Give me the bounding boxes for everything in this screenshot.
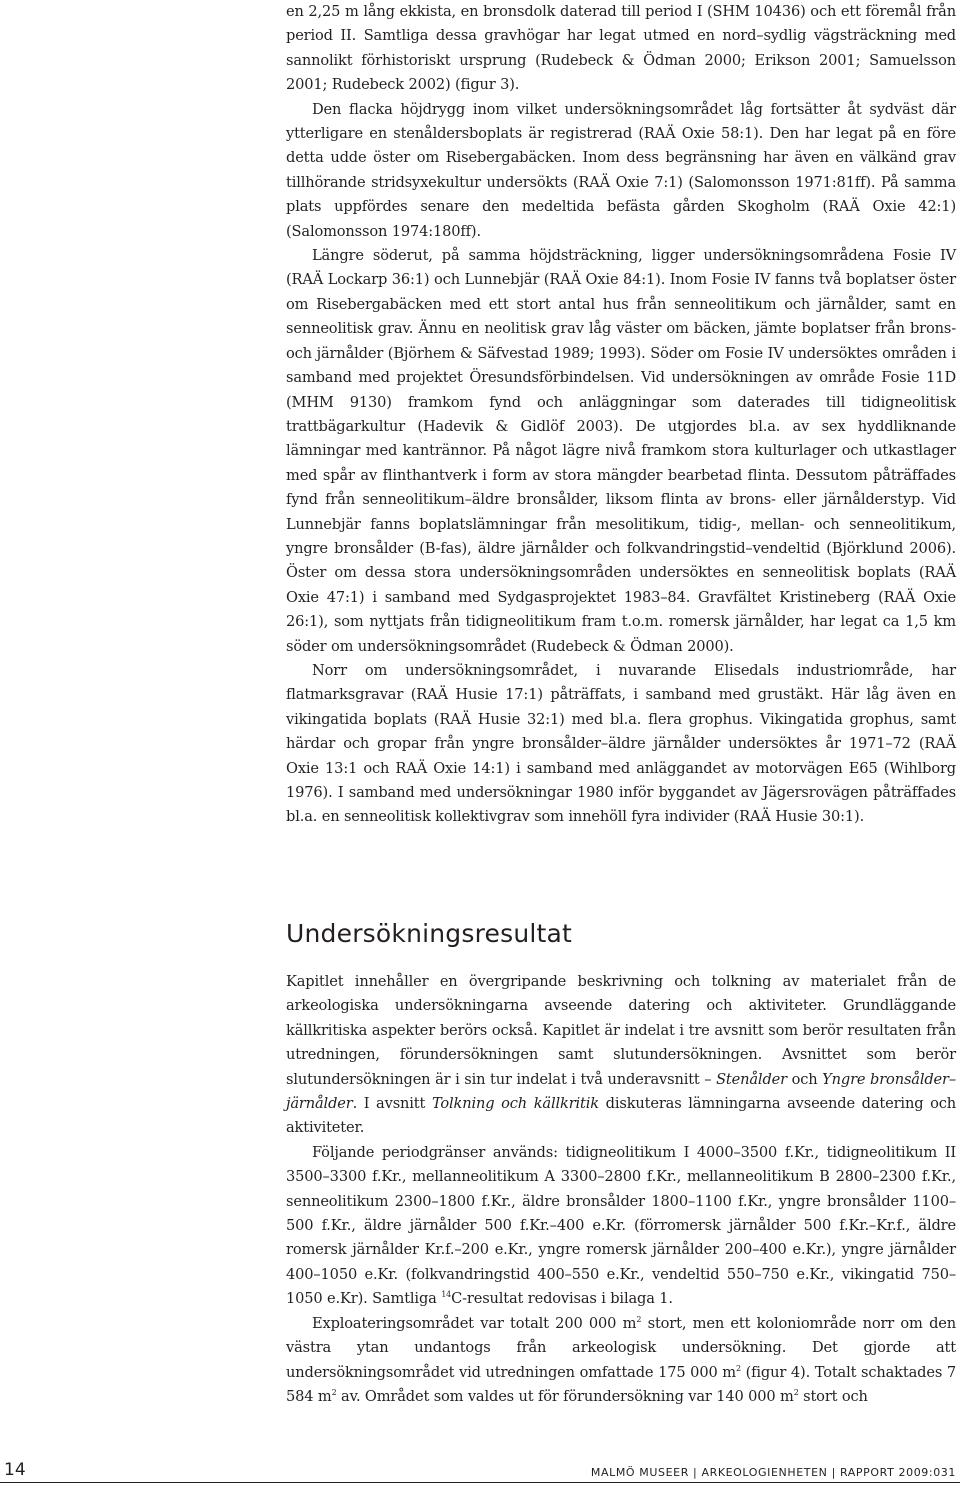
running-footer: MALMÖ MUSEER | ARKEOLOGIENHETEN | RAPPORT 2009:031 bbox=[590, 1466, 956, 1479]
superscript: 2 bbox=[636, 1314, 642, 1324]
footer-divider bbox=[0, 1482, 960, 1483]
section-heading: Undersökningsresultat bbox=[286, 919, 573, 948]
text-run: Exploateringsområdet var totalt 200 000 m bbox=[312, 1314, 637, 1332]
text-run: stort och bbox=[798, 1387, 868, 1405]
italic-term: Stenålder bbox=[716, 1070, 787, 1088]
text-run: (figur 4). Totalt schaktades 7 584 m bbox=[286, 1363, 956, 1405]
superscript: 2 bbox=[735, 1363, 741, 1373]
text-run: stort, men ett koloniområde norr om den västra ytan undantogs från arkeologisk undersökning. Det gjorde att undersökningsområdet vid utredningen omfattade 175 000 m bbox=[286, 1314, 956, 1381]
paragraph: en 2,25 m lång ekkista, en bronsdolk daterad till period I (SHM 10436) och ett föremål från period II. Samtliga dessa gravhögar har legat utmed en nord–sydlig vägsträckning med sannolikt förhistoriskt ursprung (Rudebeck & Ödman 2000; Erikson 2001; Samuelsson 2001; Rudebeck 2002) (figur 3). bbox=[286, 3, 956, 94]
text-run: . I avsnitt bbox=[352, 1095, 432, 1113]
superscript: 2 bbox=[793, 1387, 799, 1397]
text-run: Kapitlet innehåller en övergripande beskrivning och tolkning av materialet från de arkeologiska undersökningarna avseende datering och aktiviteter. Grundläggande källkritiska aspekter berörs också. Kapitlet är indelat i tre avsnitt som berör resultaten från utredningen, förundersökningen samt slutundersökningen. Avsnittet som berör slutundersökningen är i sin tur indelat i två underavsnitt – bbox=[286, 973, 956, 1088]
text-run: och bbox=[786, 1070, 823, 1088]
paragraph: Norr om undersökningsområdet, i nuvarande Elisedals industriområde, har flatmarksgravar (RAÄ Husie 17:1) påträffats, i samband med grustäkt. Här låg även en vikingatida boplats (RAÄ Husie 32:1) med bl.a. flera grophus. Vikingatida grophus, samt härdar och gropar från yngre bronsålder–äldre järnålder undersöktes år 1971–72 (RAÄ Oxie 13:1 och RAÄ Oxie 14:1) i samband med anläggandet av motorvägen E65 (Wihlborg 1976). I samband med undersökningar 1980 inför byggandet av Jägersrovägen påträffades bl.a. en senneolitisk kollektivgrav som innehöll fyra individer (RAÄ Husie 30:1). bbox=[286, 661, 956, 826]
superscript: 14 bbox=[441, 1290, 452, 1300]
body-text-top bbox=[286, 0, 956, 830]
paragraph: Längre söderut, på samma höjdsträckning, ligger undersökningsområdena Fosie IV (RAÄ Lockarp 36:1) och Lunnebjär (RAÄ Oxie 84:1). Inom Fosie IV fanns två boplatser öster om Risebergabäcken med ett stort antal hus från senneolitikum och järnålder, samt en senneolitisk grav. Ännu en neolitisk grav låg väster om bäcken, jämte boplatser från brons- och järnålder (Björhem & Säfvestad 1989; 1993). Söder om Fosie IV undersöktes områden i samband med projektet Öresundsförbindelsen. Vid undersökningen av område Fosie 11D (MHM 9130) framkom fynd och anläggningar som daterades till tidigneolitisk trattbägarkultur (Hadevik & Gidlöf 2003). De utgjordes bl.a. av sex hyddliknande lämningar med kantrännor. På något lägre nivå framkom stora kulturlager och utkastlager med spår av flinthantverk i form av stora mängder bearbetad flinta. Dessutom påträffades fynd från senneolitikum–äldre bronsålder, liksom flinta av brons- eller järnålderstyp. Vid Lunnebjär fanns boplatslämningar från mesolitikum, tidig-, mellan- och senneolitikum, yngre bronsålder (B-fas), äldre järnålder och folkvandringstid–vendeltid (Björklund 2006). Öster om dessa stora undersökningsområden undersöktes en senneolitisk boplats (RAÄ Oxie 47:1) i samband med Sydgasprojektet 1983–84. Gravfältet Kristineberg (RAÄ Oxie 26:1), som nyttjats från tidigneolitikum fram t.o.m. romersk järnålder, har legat ca 1,5 km söder om undersökningsområdet (Rudebeck & Ödman 2000). bbox=[286, 247, 956, 655]
italic-term: Yngre bronsålder–järnålder bbox=[286, 1070, 956, 1113]
superscript: 2 bbox=[331, 1387, 337, 1397]
paragraph bbox=[286, 970, 956, 1141]
paragraph bbox=[286, 1141, 956, 1312]
page-number: 14 bbox=[4, 1460, 26, 1480]
text-run: av. Området som valdes ut för förundersökning var 140 000 m bbox=[336, 1387, 794, 1405]
body-text-bottom bbox=[286, 970, 956, 1409]
italic-term: Tolkning och källkritik bbox=[431, 1095, 599, 1113]
text-run: diskuteras lämningarna avseende datering och aktiviteter. bbox=[286, 1095, 956, 1137]
text-run: Följande periodgränser används: tidigneolitikum I 4000–3500 f.Kr., tidigneolitikum II 3500–3300 f.Kr., mellanneolitikum A 3300–2800 f.Kr., mellanneolitikum B 2800–2300 f.Kr., senneolitikum 2300–1800 f.Kr., äldre bronsålder 1800–1100 f.Kr., yngre bronsålder 1100–500 f.Kr., äldre järnålder 500 f.Kr.–400 e.Kr. (förromersk järnålder 500 f.Kr.–Kr.f., äldre romersk järnålder Kr.f.–200 e.Kr., yngre romersk järnålder 200–400 e.Kr.), yngre järnålder 400–1050 e.Kr. (folkvandringstid 400–550 e.Kr., vendeltid 550–750 e.Kr., vikingatid 750–1050 e.Kr). Samtliga bbox=[286, 1143, 956, 1308]
text-run: C-resultat redovisas i bilaga 1. bbox=[451, 1290, 673, 1308]
paragraph bbox=[286, 1312, 956, 1410]
paragraph: Den flacka höjdrygg inom vilket undersökningsområdet låg fortsätter åt sydväst där ytterligare en stenåldersboplats är registrerad (RAÄ Oxie 58:1). Den har legat på en före detta udde öster om Risebergabäcken. Inom dess begränsning har även en välkänd grav tillhörande stridsyxekultur undersökts (RAÄ Oxie 7:1) (Salomonsson 1971:81ff). På samma plats uppfördes senare den medeltida befästa gården Skogholm (RAÄ Oxie 42:1) (Salomonsson 1974:180ff). bbox=[286, 100, 956, 240]
